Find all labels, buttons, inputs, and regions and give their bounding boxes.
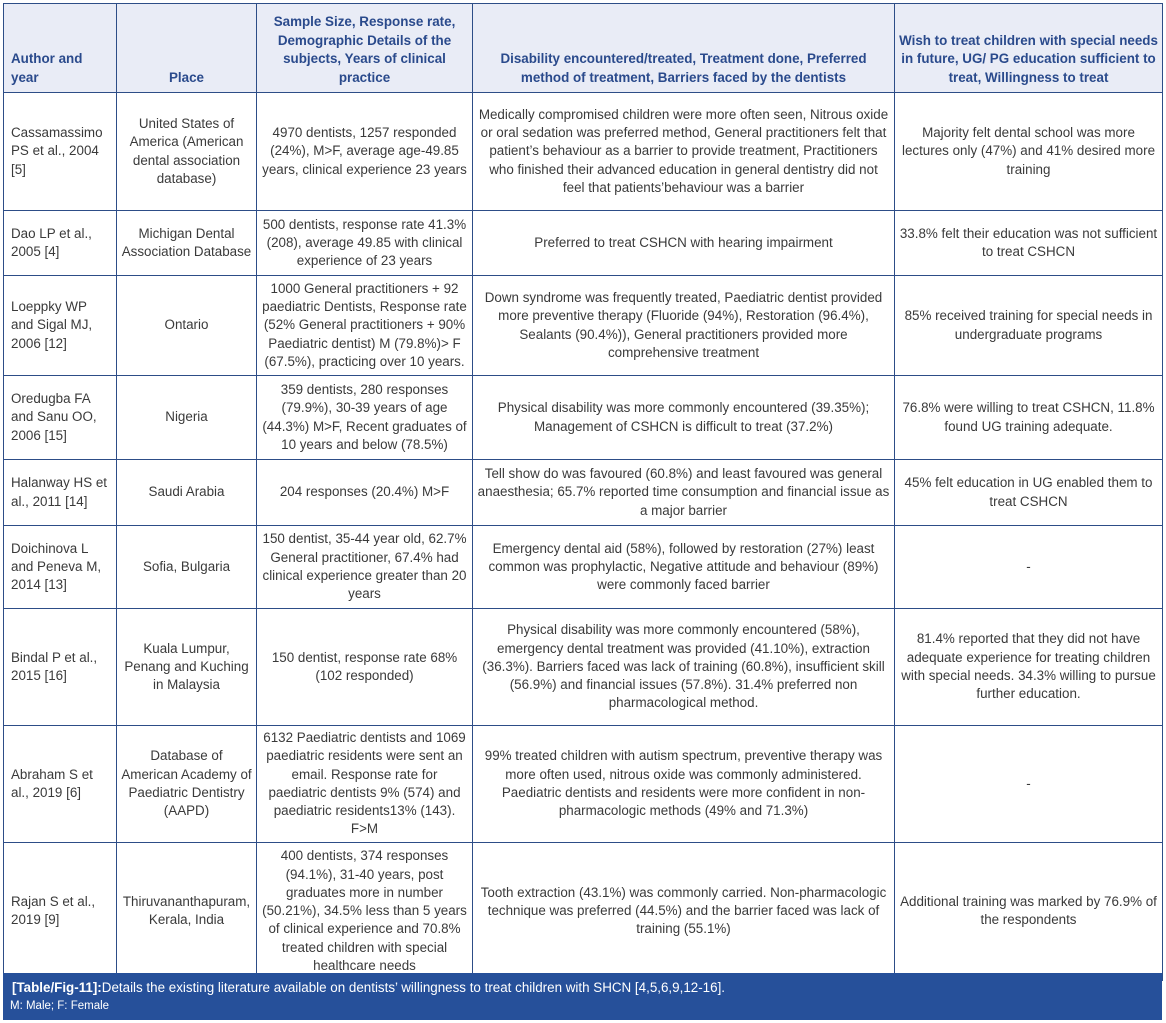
cell-wish: 76.8% were willing to treat CSHCN, 11.8% found UG training adequate.	[895, 376, 1163, 460]
cell-sample: 500 dentists, response rate 41.3% (208), average 49.85 with clinical experience of 23 years	[257, 211, 473, 276]
cell-author: Bindal P et al., 2015 [16]	[4, 609, 117, 726]
cell-wish: 33.8% felt their education was not sufficient to treat CSHCN	[895, 211, 1163, 276]
cell-place: Michigan Dental Association Database	[117, 211, 257, 276]
table-row	[4, 460, 1163, 526]
table-row	[4, 609, 1163, 726]
table-caption	[3, 973, 1162, 1020]
cell-disability: 99% treated children with autism spectrum, preventive therapy was more often used, nitrous oxide was commonly administered. Paediatric dentists and residents were more confident in non-pharmacologic methods (49% and 71.3%)	[473, 726, 895, 843]
caption-text: Details the existing literature available on dentists’ willingness to treat children with SHCN [4,5,6,9,12-16].	[101, 980, 726, 995]
table-row	[4, 376, 1163, 460]
cell-disability: Preferred to treat CSHCN with hearing impairment	[473, 211, 895, 276]
cell-author: Dao LP et al., 2005 [4]	[4, 211, 117, 276]
cell-sample: 6132 Paediatric dentists and 1069 paediatric residents were sent an email. Response rate for paediatric dentists 9% (574) and paediatric residents13% (143). F>M	[257, 726, 473, 843]
caption-label: [Table/Fig-11]:	[12, 980, 102, 995]
cell-disability: Tell show do was favoured (60.8%) and least favoured was general anaesthesia; 65.7% reported time consumption and financial issue as a major barrier	[473, 460, 895, 526]
cell-wish: -	[895, 726, 1163, 843]
header-author-year: Author and year	[4, 4, 117, 93]
cell-wish: -	[895, 526, 1163, 609]
table-row	[4, 526, 1163, 609]
header-disability-treatment: Disability encountered/treated, Treatment done, Preferred method of treatment, Barriers faced by the dentists	[473, 4, 895, 93]
cell-wish: Additional training was marked by 76.9% of the respondents	[895, 842, 1163, 980]
cell-place: United States of America (American dental association database)	[117, 93, 257, 211]
cell-author: Abraham S et al., 2019 [6]	[4, 726, 117, 843]
table-row	[4, 211, 1163, 276]
cell-sample: 204 responses (20.4%) M>F	[257, 460, 473, 526]
cell-disability: Medically compromised children were more often seen, Nitrous oxide or oral sedation was preferred method, General practitioners felt that patient’s behaviour as a barrier to provide treatment, Practitioners who finished their advanced education in general dentistry did not feel that patients’behaviour was a barrier	[473, 93, 895, 211]
cell-disability: Tooth extraction (43.1%) was commonly carried. Non-pharmacologic technique was preferred (44.5%) and the barrier faced was lack of training (55.1%)	[473, 842, 895, 980]
cell-wish: 81.4% reported that they did not have adequate experience for treating children with special needs. 34.3% willing to pursue further education.	[895, 609, 1163, 726]
cell-disability: Emergency dental aid (58%), followed by restoration (27%) least common was prophylactic, Negative attitude and behaviour (89%) were commonly faced barrier	[473, 526, 895, 609]
cell-place: Thiruvananthapuram, Kerala, India	[117, 842, 257, 980]
cell-disability: Down syndrome was frequently treated, Paediatric dentist provided more preventive therapy (Fluoride (94%), Restoration (96.4%), Sealants (90.4%)), General practitioners provided more comprehensive treatment	[473, 276, 895, 376]
cell-place: Nigeria	[117, 376, 257, 460]
cell-wish: Majority felt dental school was more lectures only (47%) and 41% desired more training	[895, 93, 1163, 211]
cell-author: Rajan S et al., 2019 [9]	[4, 842, 117, 980]
header-sample-size: Sample Size, Response rate, Demographic Details of the subjects, Years of clinical practice	[257, 4, 473, 93]
cell-disability: Physical disability was more commonly encountered (58%), emergency dental treatment was provided (41.10%), extraction (36.3%). Barriers faced was lack of training (60.8%), insufficient skill (56.9%) and financial issues (57.8%). 31.4% preferred non pharmacological method.	[473, 609, 895, 726]
cell-sample: 150 dentist, response rate 68% (102 responded)	[257, 609, 473, 726]
cell-author: Oredugba FA and Sanu OO, 2006 [15]	[4, 376, 117, 460]
table-row	[4, 726, 1163, 843]
cell-place: Sofia, Bulgaria	[117, 526, 257, 609]
cell-sample: 4970 dentists, 1257 responded (24%), M>F, average age-49.85 years, clinical experience 23 years	[257, 93, 473, 211]
header-willingness: Wish to treat children with special needs in future, UG/ PG education sufficient to treat, Willingness to treat	[895, 4, 1163, 93]
cell-wish: 85% received training for special needs in undergraduate programs	[895, 276, 1163, 376]
cell-place: Kuala Lumpur, Penang and Kuching in Malaysia	[117, 609, 257, 726]
cell-sample: 359 dentists, 280 responses (79.9%), 30-39 years of age (44.3%) M>F, Recent graduates of 10 years and below (78.5%)	[257, 376, 473, 460]
caption-line	[12, 980, 725, 995]
cell-place: Database of American Academy of Paediatric Dentistry (AAPD)	[117, 726, 257, 843]
cell-wish: 45% felt education in UG enabled them to treat CSHCN	[895, 460, 1163, 526]
cell-disability: Physical disability was more commonly encountered (39.35%); Management of CSHCN is difficult to treat (37.2%)	[473, 376, 895, 460]
cell-author: Loeppky WP and Sigal MJ, 2006 [12]	[4, 276, 117, 376]
cell-place: Saudi Arabia	[117, 460, 257, 526]
cell-place: Ontario	[117, 276, 257, 376]
literature-table	[3, 3, 1163, 981]
table-row	[4, 93, 1163, 211]
cell-author: Doichinova L and Peneva M, 2014 [13]	[4, 526, 117, 609]
table-row	[4, 276, 1163, 376]
table-header-row	[4, 4, 1163, 93]
cell-sample: 150 dentist, 35-44 year old, 62.7% General practitioner, 67.4% had clinical experience greater than 20 years	[257, 526, 473, 609]
cell-sample: 1000 General practitioners + 92 paediatric Dentists, Response rate (52% General practitioners + 90% Paediatric dentist) M (79.8%)> F (67.5%), practicing over 10 years.	[257, 276, 473, 376]
table-row	[4, 842, 1163, 980]
header-place: Place	[117, 4, 257, 93]
cell-author: Cassamassimo PS et al., 2004 [5]	[4, 93, 117, 211]
cell-author: Halanway HS et al., 2011 [14]	[4, 460, 117, 526]
caption-abbreviations: M: Male; F: Female	[10, 1000, 110, 1012]
cell-sample: 400 dentists, 374 responses (94.1%), 31-40 years, post graduates more in number (50.21%), 34.5% less than 5 years of clinical experience and 70.8% treated children with special healthcare needs	[257, 842, 473, 980]
literature-table-container	[3, 3, 1162, 981]
